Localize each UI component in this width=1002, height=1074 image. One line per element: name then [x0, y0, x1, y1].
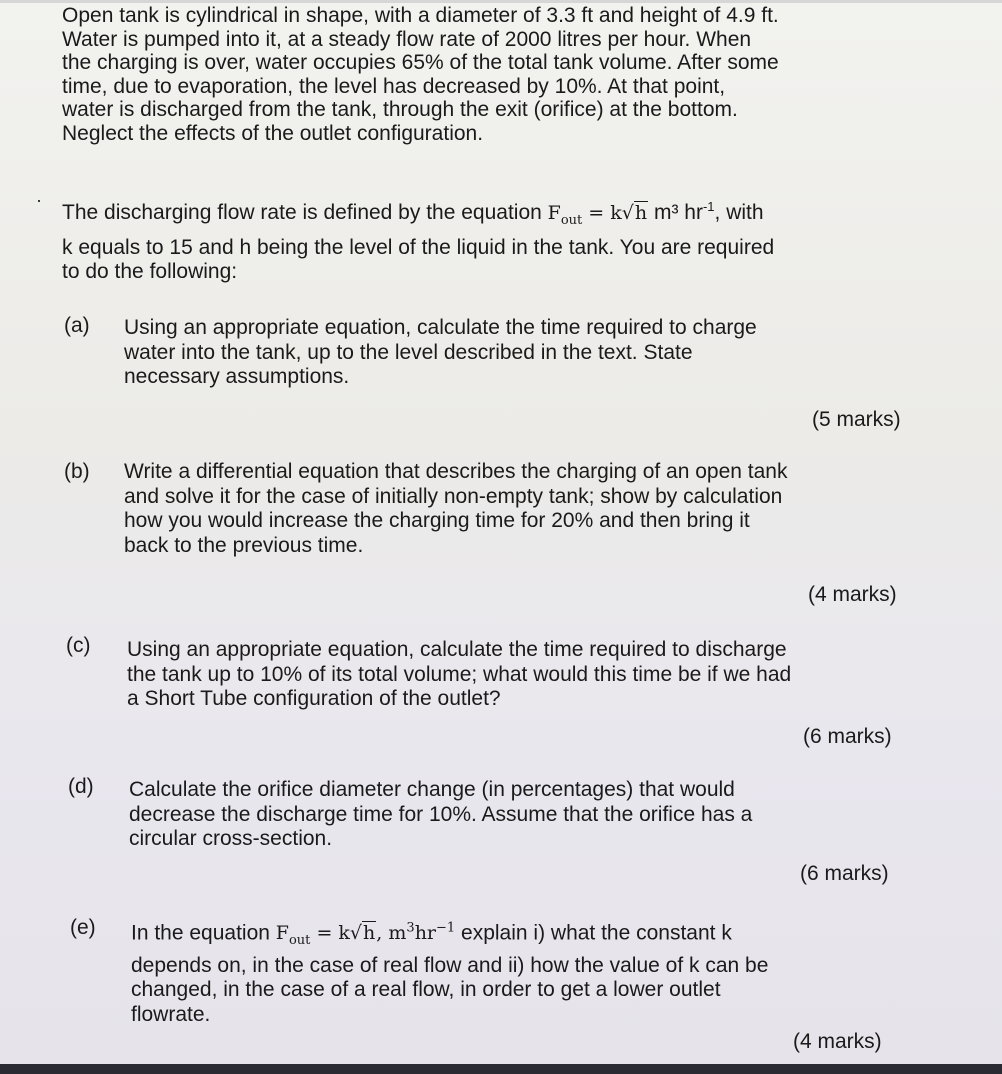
question-d-text [129, 778, 752, 852]
intro-line: Open tank is cylindrical in shape, with a diameter of 3.3 ft and height of 4.9 ft. [62, 4, 779, 27]
intro-paragraph [62, 4, 779, 145]
discharge-equation-line [62, 195, 774, 232]
question-a-label: (a) [64, 314, 90, 337]
question-b-label: (b) [64, 460, 90, 483]
question-e-prefix: In the equation [131, 921, 276, 945]
eq-f-subscript: out [288, 933, 311, 949]
equation-f [547, 202, 649, 228]
eq-hr: hr [414, 922, 437, 945]
question-a-marks: (5 marks) [812, 408, 901, 431]
question-line: Write a differential equation that describes the charging of an open tank [124, 460, 788, 483]
eq-exponent: −1 [436, 921, 456, 936]
intro-line: Neglect the effects of the outlet configuration. [62, 121, 484, 145]
eq-f-symbol: F [547, 202, 561, 224]
question-line: the tank up to 10% of its total volume; what would this time be if we had [127, 662, 792, 686]
discharge-suffix: , with [714, 201, 764, 224]
question-line: Using an appropriate equation, calculate the time required to charge [124, 316, 757, 339]
bullet-dot-icon: · [36, 190, 42, 210]
eq-sup3: 3 [406, 921, 415, 936]
question-e-label: (e) [70, 916, 96, 939]
question-line: how you would increase the charging time for 20% and then bring it [124, 509, 750, 532]
intro-line: water is discharged from the tank, through the exit (orifice) at the bottom. [62, 98, 738, 121]
question-e-equation-line [131, 917, 768, 954]
question-line: decrease the discharge time for 10%. Assume that the orifice has a [129, 802, 753, 826]
eq-units: , m [376, 922, 407, 945]
question-line: a Short Tube configuration of the outlet? [127, 687, 501, 710]
discharge-line: k equals to 15 and h being the level of the liquid in the tank. You are required [62, 236, 775, 260]
question-b-marks: (4 marks) [808, 583, 897, 606]
question-d-marks: (6 marks) [800, 862, 889, 885]
question-line: Using an appropriate equation, calculate the time required to discharge [127, 638, 787, 661]
eq-exponent: -1 [702, 199, 715, 214]
question-line: and solve it for the case of initially non-empty tank; show by calculation [124, 484, 783, 508]
question-line: necessary assumptions. [124, 365, 350, 388]
intro-line: time, due to evaporation, the level has decreased by 10%. At that point, [62, 74, 726, 98]
question-d-label: (d) [68, 775, 94, 798]
question-line: flowrate. [131, 1002, 211, 1026]
question-c-text [127, 638, 791, 712]
question-e-suffix: explain i) what the constant k [455, 921, 732, 945]
intro-line: Water is pumped into it, at a steady flow rate of 2000 litres per hour. When [62, 27, 752, 51]
question-line: depends on, in the case of real flow and ii) how the value of k can be [131, 953, 769, 977]
eq-units: m³ hr [648, 201, 703, 224]
equation-f-e [275, 921, 456, 949]
question-a-text [124, 316, 757, 390]
eq-h: h [363, 922, 376, 945]
eq-f-symbol: F [275, 922, 289, 945]
question-c-label: (c) [66, 634, 91, 657]
eq-f-subscript: out [560, 212, 583, 228]
eq-equals: = k√ [582, 202, 634, 224]
question-line: Calculate the orifice diameter change (in percentages) that would [129, 778, 735, 801]
discharge-prefix: The discharging flow rate is defined by the equation [62, 201, 548, 224]
discharge-line: to do the following: [62, 259, 238, 283]
question-line: water into the tank, up to the level described in the text. State [124, 340, 693, 364]
question-e-marks: (4 marks) [793, 1030, 882, 1053]
eq-equals: = k√ [310, 922, 363, 945]
eq-h: h [634, 202, 648, 224]
question-line: circular cross-section. [129, 827, 333, 850]
question-e-text [131, 917, 768, 1027]
question-line: back to the previous time. [124, 533, 364, 557]
question-c-marks: (6 marks) [803, 725, 892, 748]
question-line: changed, in the case of a real flow, in order to get a lower outlet [131, 978, 721, 1002]
intro-line: the charging is over, water occupies 65% of the total tank volume. After some [62, 51, 779, 74]
discharge-paragraph [62, 195, 774, 283]
top-border [0, 0, 1002, 3]
question-b-text [124, 460, 788, 558]
bottom-edge [0, 1064, 1002, 1074]
